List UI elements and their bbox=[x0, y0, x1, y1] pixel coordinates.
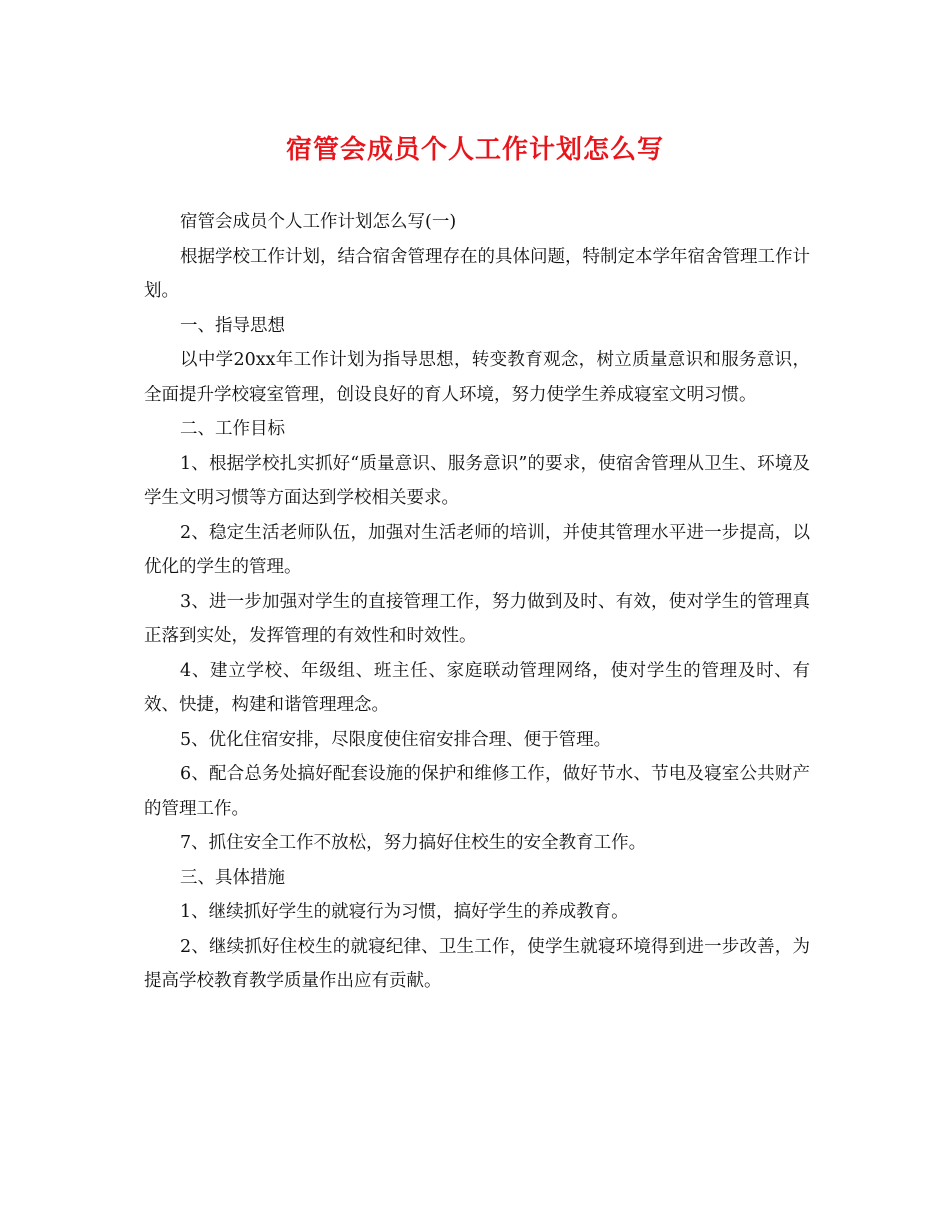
goal-item-4: 4、建立学校、年级组、班主任、家庭联动管理网络，使对学生的管理及时、有效、快捷，构建和谐管理理念。 bbox=[144, 660, 810, 715]
goal-item-3: 3、进一步加强对学生的直接管理工作，努力做到及时、有效，使对学生的管理真正落到实处，发挥管理的有效性和时效性。 bbox=[144, 591, 810, 646]
measure-item-1: 1、继续抓好学生的就寝行为习惯，搞好学生的养成教育。 bbox=[180, 902, 629, 922]
paragraph-subtitle: 宿管会成员个人工作计划怎么写(一) bbox=[180, 212, 457, 232]
document-body bbox=[144, 205, 810, 999]
goal-item-5: 5、优化住宿安排，尽限度使住宿安排合理、便于管理。 bbox=[180, 729, 612, 750]
section-heading-guiding-thought: 一、指导思想 bbox=[180, 315, 285, 336]
paragraph-guiding-thought: 以中学20xx年工作计划为指导思想，转变教育观念，树立质量意识和服务意识，全面提升学校寝室管理，创设良好的育人环境，努力使学生养成寝室文明习惯。 bbox=[144, 350, 810, 405]
section-heading-work-goals: 二、工作目标 bbox=[180, 419, 285, 439]
document-title: 宿管会成员个人工作计划怎么写 bbox=[285, 135, 664, 165]
measure-item-2: 2、继续抓好住校生的就寝纪律、卫生工作，使学生就寝环境得到进一步改善，为提高学校教育教学质量作出应有贡献。 bbox=[144, 936, 810, 991]
goal-item-1: 1、根据学校扎实抓好“质量意识、服务意识”的要求，使宿舍管理从卫生、环境及学生文明习惯等方面达到学校相关要求。 bbox=[144, 453, 810, 508]
paragraph-intro: 根据学校工作计划，结合宿舍管理存在的具体问题，特制定本学年宿舍管理工作计划。 bbox=[144, 246, 810, 301]
goal-item-2: 2、稳定生活老师队伍，加强对生活老师的培训，并使其管理水平进一步提高，以优化的学生的管理。 bbox=[144, 522, 810, 577]
goal-item-6: 6、配合总务处搞好配套设施的保护和维修工作，做好节水、节电及寝室公共财产的管理工作。 bbox=[144, 764, 810, 819]
section-heading-measures: 三、具体措施 bbox=[180, 867, 285, 888]
goal-item-7: 7、抓住安全工作不放松，努力搞好住校生的安全教育工作。 bbox=[180, 833, 647, 853]
